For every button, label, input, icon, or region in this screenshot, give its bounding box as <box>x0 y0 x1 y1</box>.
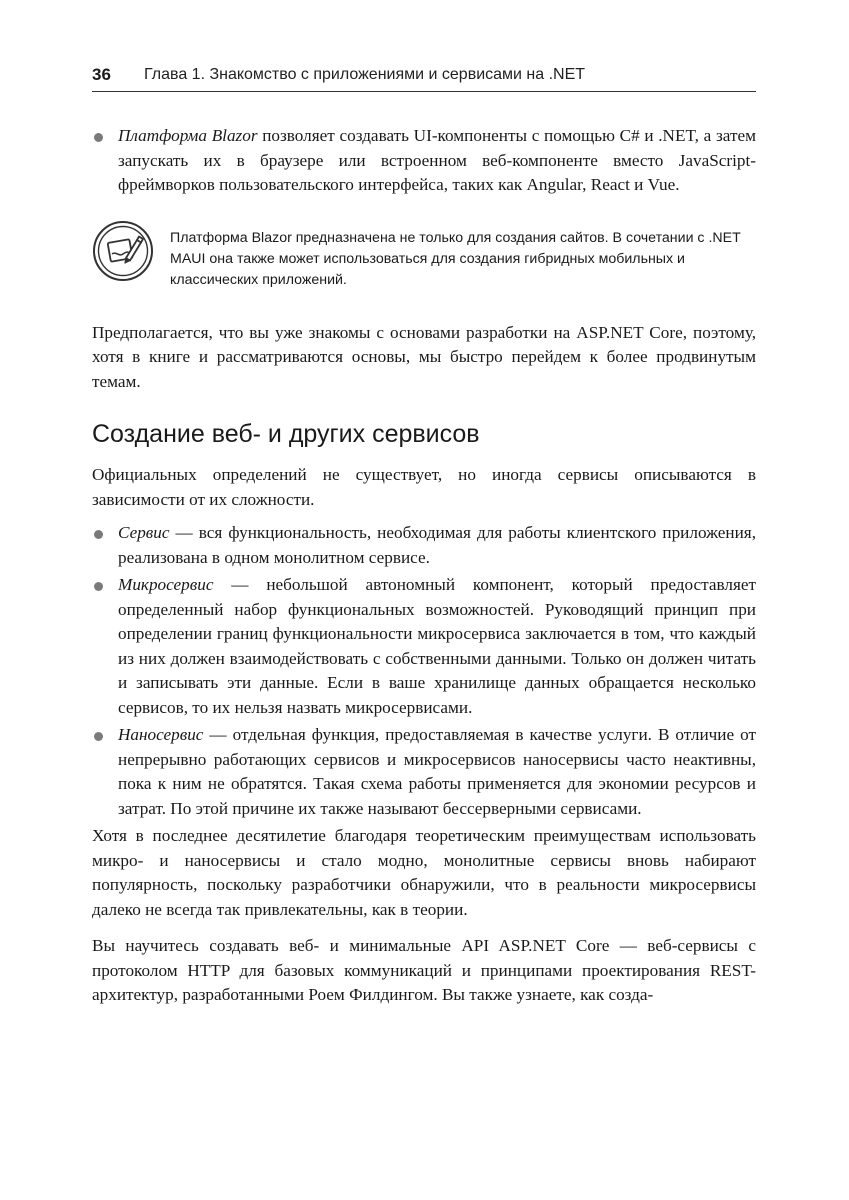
services-bullet-list <box>92 521 756 821</box>
paragraph-learn: Вы научитесь создавать веб- и минимальные API ASP.NET Core — веб-сервисы с протоколом HTTP для базовых коммуникаций и принципами проектирования REST-архитектур, разработанными Роем Филдингом. Вы также узнаете, как созда- <box>92 936 756 1004</box>
term-service: Сервис <box>118 523 170 542</box>
section-intro: Официальных определений не существует, но иногда сервисы описываются в зависимости от их сложности. <box>92 465 756 509</box>
term-nanoservice: Наносервис <box>118 725 204 744</box>
paragraph-assumption: Предполагается, что вы уже знакомы с основами разработки на ASP.NET Core, поэтому, хотя в книге и рассматриваются основы, мы быстро перейдем к более продвинутым темам. <box>92 322 756 391</box>
bullet-text-microservice: — небольшой автономный компонент, который предоставляет определенный набор функциональных возможностей. Руководящий принцип при определении границ функциональности микросервиса заключается в том, что каждый из них должен взаимодействовать с собственными данными. Только он должен читать и записывать эти данные. Если в ваше хранилище данных обращается несколько сервисов, то их нельзя назвать микросервисами. <box>118 575 756 717</box>
page-number: 36 <box>92 64 111 84</box>
intro-bullet-list <box>92 124 756 198</box>
list-item-microservice <box>92 573 756 720</box>
section-heading: Создание веб- и других сервисов <box>92 420 480 448</box>
note-callout <box>92 224 756 291</box>
running-header <box>92 60 756 92</box>
note-text: Платформа Blazor предназначена не только для создания сайтов. В сочетании с .NET MAUI она также может использоваться для создания гибридных мобильных и классических приложений. <box>170 229 741 288</box>
term-microservice: Микросервис <box>118 575 214 594</box>
bullet-text-service: — вся функциональность, необходимая для работы клиентского приложения, реализована в одном монолитном сервисе. <box>118 523 756 567</box>
chapter-title: Глава 1. Знакомство с приложениями и сервисами на .NET <box>144 65 586 83</box>
page-content <box>92 124 756 1008</box>
list-item-service <box>92 521 756 570</box>
bullet-text-nanoservice: — отдельная функция, предоставляемая в качестве услуги. В отличие от непрерывно работающих сервисов и микросервисов наносервисы часто неактивны, пока к ним не обратятся. Такая схема работы применяется для экономии ресурсов и затрат. По этой причине их также называют бессерверными сервисами. <box>118 725 756 818</box>
paragraph-trend: Хотя в последнее десятилетие благодаря теоретическим преимуществам использовать микро- и наносервисы и стало модно, монолитные сервисы вновь набирают популярность, поскольку разработчики обнаружили, что в реальности микросервисы далеко не всегда так привлекательны, как в теории. <box>92 826 756 919</box>
bullet-text-blazor: позволяет создавать UI-компоненты с помощью C# и .NET, а затем запускать их в браузере или встроенном веб-компоненте вместо JavaScript-фреймворков пользовательского интерфейса, таких как Angular, React и Vue. <box>118 126 756 194</box>
list-item-nanoservice <box>92 723 756 821</box>
term-blazor: Платформа Blazor <box>118 126 258 145</box>
list-item-blazor <box>92 124 756 198</box>
pencil-note-icon <box>92 220 154 282</box>
